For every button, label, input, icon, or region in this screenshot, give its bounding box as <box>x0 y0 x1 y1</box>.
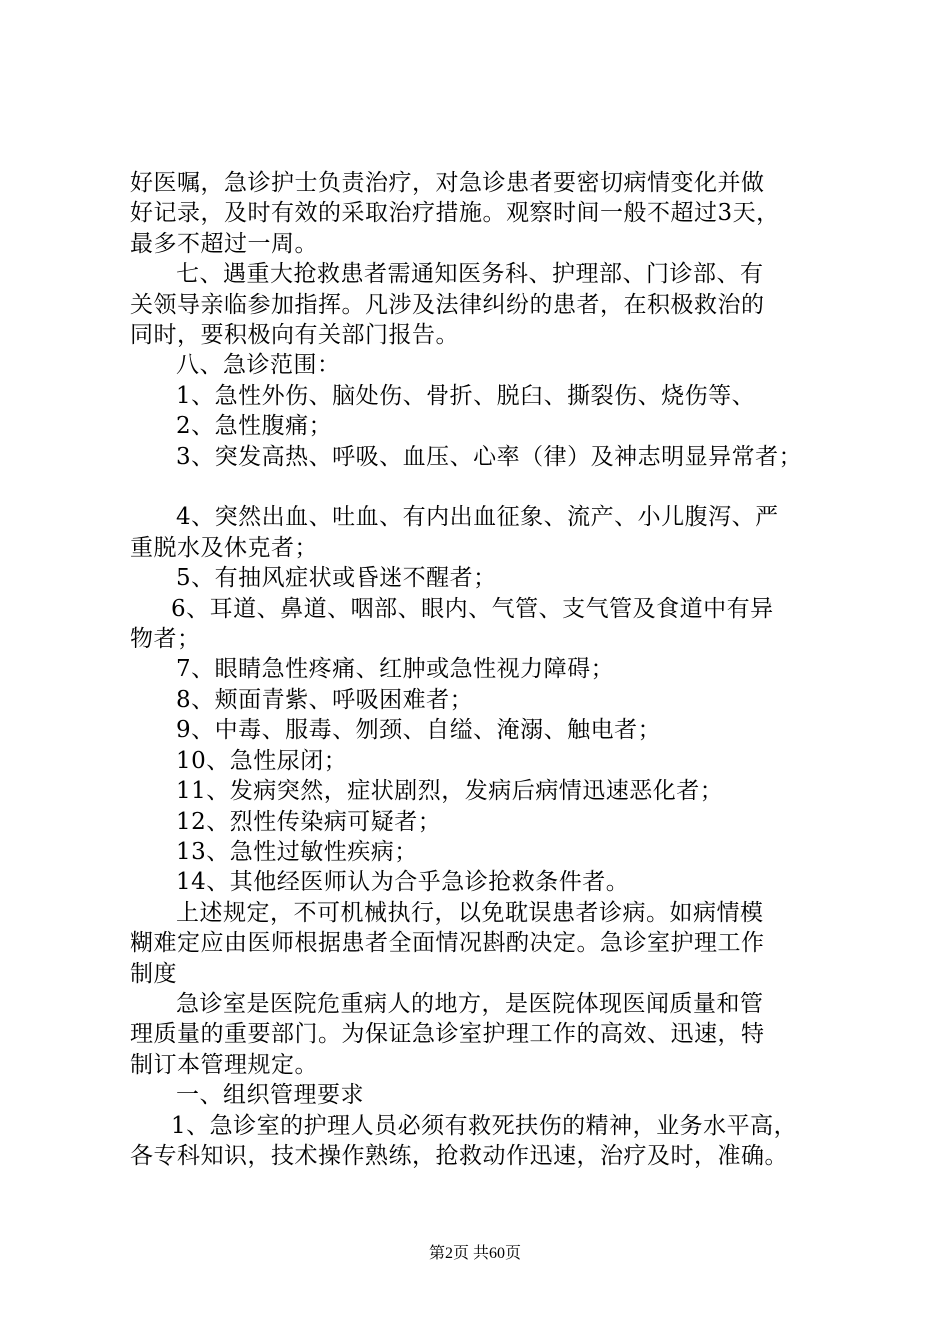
list-item: 14、其他经医师认为合乎急诊抢救条件者。 <box>176 869 630 896</box>
list-item: 3、突发高热、呼吸、血压、心率（律）及神志明显异常者； <box>176 443 803 470</box>
text-line: 制度 <box>130 960 177 987</box>
section-heading-emergency-scope: 八、急诊范围： <box>176 352 341 379</box>
text-line: 关领导亲临参加指挥。凡涉及法律纠纷的患者，在积极救治的 <box>130 291 765 318</box>
text-line: 各专科知识，技术操作熟练，抢救动作迅速，治疗及时，准确。 <box>130 1142 788 1169</box>
list-item: 6、耳道、鼻道、咽部、眼内、气管、支气管及食道中有异 <box>171 595 774 622</box>
list-item: 5、有抽风症状或昏迷不醒者； <box>176 565 497 592</box>
list-item: 13、急性过敏性疾病； <box>176 838 418 865</box>
text-line: 好记录，及时有效的采取治疗措施。观察时间一般不超过3天， <box>130 200 780 227</box>
text-line: 好医嘱，急诊护士负责治疗，对急诊患者要密切病情变化并做 <box>130 170 765 196</box>
text-line: 最多不超过一周。 <box>130 230 318 257</box>
text-line: 理质量的重要部门。为保证急诊室护理工作的高效、迅速，特 <box>130 1021 765 1048</box>
blank-line <box>130 472 850 502</box>
list-item: 7、眼睛急性疼痛、红肿或急性视力障碍； <box>176 656 615 683</box>
list-item: 1、急性外伤、脑处伤、骨折、脱臼、撕裂伤、烧伤等、 <box>176 382 756 409</box>
text-line: 糊难定应由医师根据患者全面情况斟酌决定。急诊室护理工作 <box>130 930 765 957</box>
paragraph-seven: 七、遇重大抢救患者需通知医务科、护理部、门诊部、有 <box>176 261 764 288</box>
list-item: 12、烈性传染病可疑者； <box>176 808 442 835</box>
text-line: 制订本管理规定。 <box>130 1051 318 1078</box>
list-item: 2、急性腹痛； <box>176 413 333 440</box>
text-line: 物者； <box>130 626 201 653</box>
list-item: 1、急诊室的护理人员必须有救死扶伤的精神，业务水平高， <box>171 1112 798 1139</box>
text-line: 同时，要积极向有关部门报告。 <box>130 322 459 349</box>
page-footer <box>0 1244 950 1264</box>
list-item: 8、颊面青紫、呼吸困难者； <box>176 686 474 713</box>
list-item: 11、发病突然，症状剧烈，发病后病情迅速恶化者； <box>176 778 724 805</box>
paragraph-intro: 急诊室是医院危重病人的地方，是医院体现医闻质量和管 <box>176 990 764 1017</box>
list-item: 9、中毒、服毒、刎颈、自缢、淹溺、触电者； <box>176 717 662 744</box>
text-line: 重脱水及休克者； <box>130 534 318 561</box>
section-heading-organization: 一、组织管理要求 <box>176 1082 364 1109</box>
document-body <box>130 168 850 1171</box>
paragraph-note: 上述规定，不可机械执行，以免耽误患者诊病。如病情模 <box>176 899 764 926</box>
page-number: 第2页 共60页 <box>428 1245 521 1262</box>
list-item: 10、急性尿闭； <box>176 747 348 774</box>
list-item: 4、突然出血、吐血、有内出血征象、流产、小儿腹泻、严 <box>176 504 779 531</box>
